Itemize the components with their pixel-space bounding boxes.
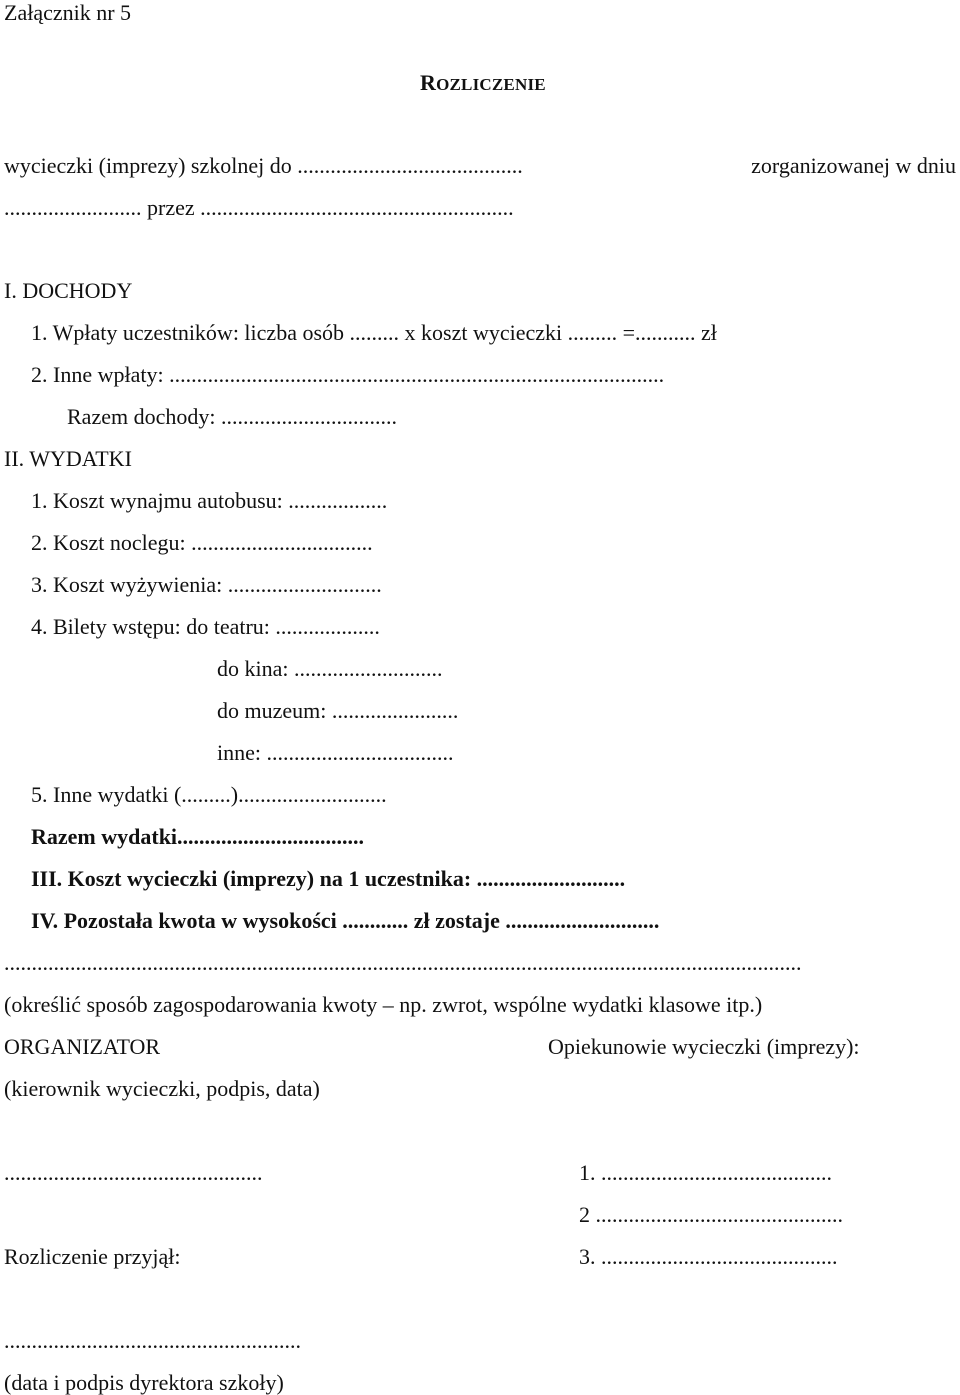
section-4-remaining-amount: IV. Pozostała kwota w wysokości ............ zł zostaje ............................ <box>31 908 660 933</box>
director-note: (data i podpis dyrektora szkoły) <box>4 1370 284 1395</box>
wydatki-item-4-muzeum: do muzeum: ....................... <box>217 698 459 723</box>
intro-line2: ......................... przez ......................................................... <box>4 195 514 220</box>
wydatki-heading: II. WYDATKI <box>4 446 132 471</box>
wydatki-item-4-kino: do kina: ........................... <box>217 656 443 681</box>
wydatki-item-4-inne: inne: .................................. <box>217 740 454 765</box>
guardian-3: 3. ........................................... <box>579 1244 838 1269</box>
wydatki-item-3: 3. Koszt wyżywienia: ............................ <box>31 572 382 597</box>
title-rest: OZLICZENIE <box>436 75 546 94</box>
wydatki-item-4: 4. Bilety wstępu: do teatru: ................... <box>31 614 380 639</box>
wydatki-item-1: 1. Koszt wynajmu autobusu: .................. <box>31 488 388 513</box>
guardian-1: 1. .......................................... <box>579 1160 832 1185</box>
attachment-label: Załącznik nr 5 <box>4 0 132 25</box>
dochody-item-2: 2. Inne wpłaty: .......................................................................................... <box>31 362 665 387</box>
wydatki-total: Razem wydatki.................................. <box>31 824 365 849</box>
document-title <box>420 72 546 94</box>
dochody-heading: I. DOCHODY <box>4 278 133 303</box>
director-signature-dots: ...................................................... <box>4 1328 301 1353</box>
section-4-dots: ................................................................................................................................................. <box>4 950 802 975</box>
section-3-cost-per-participant: III. Koszt wycieczki (imprezy) na 1 uczestnika: ........................... <box>31 866 626 891</box>
wydatki-item-2: 2. Koszt noclegu: ................................. <box>31 530 373 555</box>
guardian-2: 2 ............................................. <box>579 1202 843 1227</box>
organizer-label: ORGANIZATOR <box>4 1034 161 1059</box>
accepted-label: Rozliczenie przyjął: <box>4 1244 181 1269</box>
guardians-label: Opiekunowie wycieczki (imprezy): <box>548 1034 860 1059</box>
dochody-total: Razem dochody: ................................ <box>67 404 397 429</box>
section-4-note: (określić sposób zagospodarowania kwoty – np. zwrot, wspólne wydatki klasowe itp.) <box>4 992 763 1017</box>
intro-line1-left: wycieczki (imprezy) szkolnej do ......................................... <box>4 153 523 178</box>
wydatki-item-5: 5. Inne wydatki (.........)........................... <box>31 782 387 807</box>
organizer-signature-dots: ............................................... <box>4 1160 263 1185</box>
title-initial: R <box>420 70 437 95</box>
dochody-item-1: 1. Wpłaty uczestników: liczba osób ......... x koszt wycieczki ......... =........... zł <box>31 320 717 345</box>
organizer-note: (kierownik wycieczki, podpis, data) <box>4 1076 320 1101</box>
intro-line1-right: zorganizowanej w dniu <box>751 153 956 178</box>
